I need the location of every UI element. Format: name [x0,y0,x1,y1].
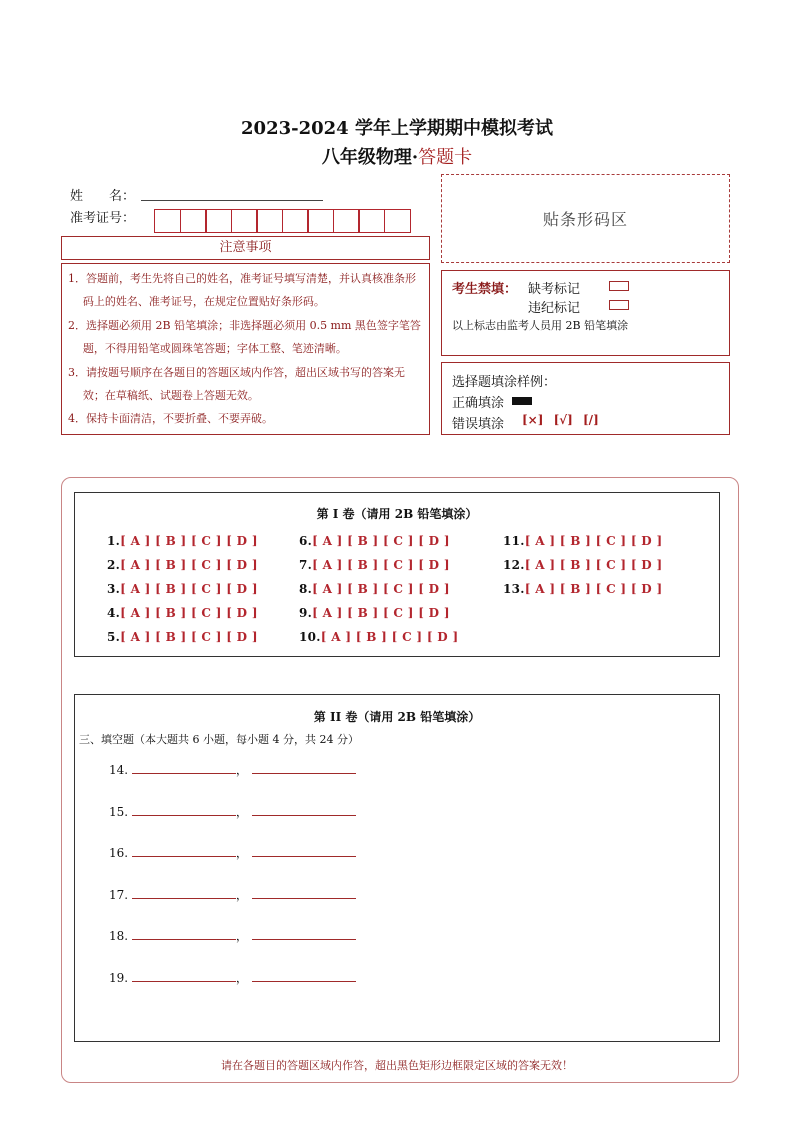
section-1-box [74,492,720,657]
footer-warning: 请在各题目的答题区域内作答，超出黑色矩形边框限定区域的答案无效！ [221,1059,573,1072]
question-number: 6. [299,534,313,548]
fill-question-14 [109,761,356,778]
question-number: 11. [503,534,525,548]
question-number: 15. [109,804,129,819]
choice-question-2[interactable] [107,558,258,572]
section-2-title: 第 II 卷（请用 2B 铅笔填涂） [313,710,481,724]
exam-id-boxes [154,209,409,233]
choice-question-9[interactable] [299,606,450,620]
answer-blank[interactable] [132,969,236,982]
answer-blank[interactable] [252,969,356,982]
exam-id-digit-box[interactable] [358,209,385,233]
barcode-area [441,174,730,263]
wrong-fill-label: 错误填涂 [452,417,505,432]
forbidden-box [441,270,730,356]
question-number: 8. [299,582,313,596]
blank-separator: ， [235,887,248,902]
exam-title: 2023-2024 学年上学期期中模拟考试 [241,118,553,139]
choice-options[interactable]: [ A ] [ B ] [ C ] [ D ] [120,606,258,620]
subject-label: 八年级物理 [321,147,412,168]
notice-box [61,263,430,435]
blank-separator: ， [235,763,248,777]
subtitle-separator: · [411,147,419,168]
answer-blank[interactable] [132,927,236,940]
name-field[interactable] [141,200,323,201]
fill-question-15 [109,803,356,820]
choice-options[interactable]: [ A ] [ B ] [ C ] [ D ] [320,630,459,644]
choice-options[interactable]: [ A ] [ B ] [ C ] [ D ] [312,558,450,572]
question-number: 5. [107,630,121,644]
answer-blank[interactable] [132,761,236,774]
answer-blank[interactable] [252,803,356,816]
fill-sample-box [441,362,730,435]
choice-question-8[interactable] [299,582,450,596]
question-number: 17. [109,887,129,902]
question-number: 3. [107,582,121,596]
answer-blank[interactable] [252,927,356,940]
choice-options[interactable]: [ A ] [ B ] [ C ] [ D ] [312,534,450,548]
card-subtitle [0,143,794,169]
forbidden-heading: 考生禁填： [452,282,518,297]
correct-fill-label: 正确填涂 [452,396,505,411]
exam-id-digit-box[interactable] [307,209,334,233]
exam-id-digit-box[interactable] [205,209,232,233]
section-2-box [74,694,720,1042]
choice-question-6[interactable] [299,534,450,548]
choice-question-10[interactable] [299,630,458,644]
fill-question-19 [109,969,356,986]
choice-options[interactable]: [ A ] [ B ] [ C ] [ D ] [312,606,450,620]
question-number: 16. [109,846,129,860]
choice-options[interactable]: [ A ] [ B ] [ C ] [ D ] [524,558,663,572]
notice-title: 注意事项 [61,236,430,260]
question-number: 1. [107,534,121,548]
fill-in-heading: 三、填空题（本大题共 6 小题，每小题 4 分，共 24 分） [79,733,359,746]
answer-blank[interactable] [252,886,356,899]
exam-id-digit-box[interactable] [333,209,360,233]
choice-options[interactable]: [ A ] [ B ] [ C ] [ D ] [120,558,258,572]
violation-mark-box[interactable] [609,300,629,310]
exam-id-digit-box[interactable] [154,209,181,233]
answer-blank[interactable] [252,761,356,774]
question-number: 7. [299,558,313,572]
choice-options[interactable]: [ A ] [ B ] [ C ] [ D ] [120,534,258,548]
name-label: 姓 名： [70,189,136,204]
exam-id-digit-box[interactable] [180,209,207,233]
question-number: 13. [503,582,525,596]
choice-options[interactable]: [ A ] [ B ] [ C ] [ D ] [120,630,258,644]
answer-blank[interactable] [252,844,356,857]
answer-card-label: 答题卡 [418,147,473,168]
exam-id-digit-box[interactable] [282,209,309,233]
question-number: 12. [503,558,525,572]
choice-options[interactable]: [ A ] [ B ] [ C ] [ D ] [120,582,258,596]
question-number: 14. [109,763,129,777]
choice-question-4[interactable] [107,606,258,620]
answer-blank[interactable] [132,803,236,816]
question-number: 4. [107,606,121,620]
forbidden-note: 以上标志由监考人员用 2B 铅笔填涂 [452,319,629,332]
question-number: 9. [299,606,313,620]
question-number: 2. [107,558,121,572]
absent-mark-box[interactable] [609,281,629,291]
sample-title: 选择题填涂样例： [452,375,557,390]
fill-question-18 [109,927,356,944]
exam-id-digit-box[interactable] [384,209,411,233]
choice-question-12[interactable] [503,558,662,572]
violation-mark-label: 违纪标记 [528,301,581,316]
blank-separator: ， [235,970,248,985]
answer-blank[interactable] [132,886,236,899]
choice-options[interactable]: [ A ] [ B ] [ C ] [ D ] [312,582,450,596]
choice-options[interactable]: [ A ] [ B ] [ C ] [ D ] [524,534,663,548]
choice-question-11[interactable] [503,534,662,548]
section-1-title: 第 I 卷（请用 2B 铅笔填涂） [316,507,478,521]
choice-question-5[interactable] [107,630,258,644]
exam-id-digit-box[interactable] [231,209,258,233]
notice-item: 2．选择题必须用 2B 铅笔填涂；非选择题必须用 0.5 mm 黑色签字笔答题，不得用铅笔或圆珠笔答题；字体工整、笔迹清晰。 [68,318,421,356]
correct-fill-mark [512,397,532,405]
choice-question-13[interactable] [503,582,662,596]
wrong-fill-marks: [×] [√] [/] [522,413,599,427]
exam-id-label: 准考证号： [70,211,136,226]
absent-mark-label: 缺考标记 [528,282,581,297]
fill-question-17 [109,886,356,903]
notice-item: 3．请按题号顺序在各题目的答题区域内作答，超出区域书写的答案无效；在草稿纸、试题卷上答题无效。 [68,365,405,403]
blank-separator: ， [235,929,248,943]
blank-separator: ， [235,804,248,819]
answer-blank[interactable] [132,844,236,857]
exam-id-digit-box[interactable] [256,209,283,233]
choice-question-3[interactable] [107,582,258,596]
fill-question-16 [109,844,356,861]
blank-separator: ， [235,846,248,860]
question-number: 18. [109,929,129,943]
notice-item: 4．保持卡面清洁，不要折叠、不要弄破。 [68,412,273,426]
notice-item: 1．答题前，考生先将自己的姓名，准考证号填写清楚，并认真核准条形码上的姓名、准考证号，在规定位置贴好条形码。 [68,272,416,309]
choice-options[interactable]: [ A ] [ B ] [ C ] [ D ] [524,582,663,596]
question-number: 19. [109,970,129,985]
choice-question-1[interactable] [107,534,258,548]
barcode-label: 贴条形码区 [542,210,628,229]
question-number: 10. [299,630,321,644]
choice-question-7[interactable] [299,558,450,572]
